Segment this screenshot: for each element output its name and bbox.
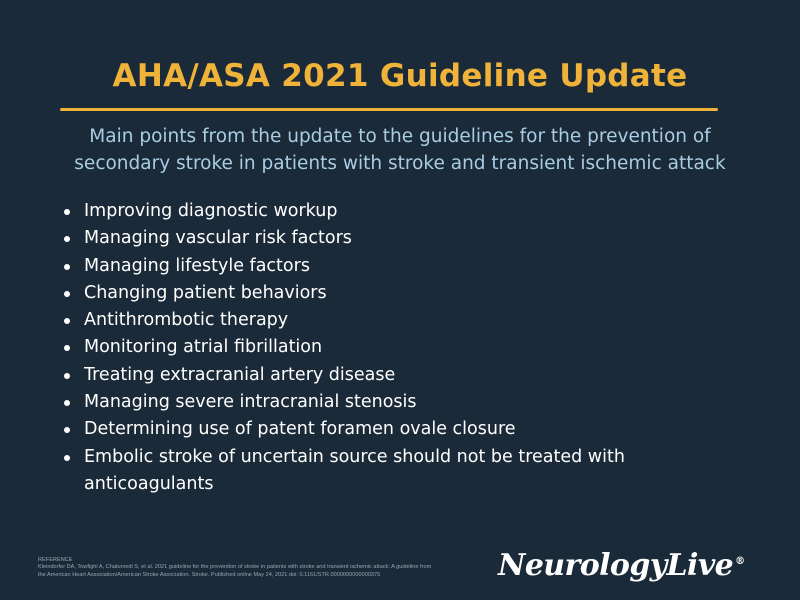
list-item-text: Managing lifestyle factors (84, 255, 310, 276)
list-item-text: Determining use of patent foramen ovale closure (84, 419, 516, 440)
list-item (62, 307, 712, 334)
subtitle-line-1: Main points from the update to the guidelines for the prevention of (89, 126, 711, 147)
list-item-text: Embolic stroke of uncertain source should not be treated with anticoagulants (84, 446, 625, 494)
list-item-text: Monitoring atrial fibrillation (84, 337, 323, 358)
bullet-list (62, 198, 712, 498)
list-item (62, 389, 712, 416)
list-item-text: Changing patient behaviors (84, 282, 327, 303)
reference-label: REFERENCE (38, 557, 73, 563)
reference-citation (38, 557, 438, 579)
bullet-icon (64, 400, 70, 406)
bullet-icon (64, 455, 70, 461)
neurologylive-logo (498, 548, 745, 583)
bullet-icon (64, 291, 70, 297)
bullet-icon (64, 209, 70, 215)
bullet-icon (64, 318, 70, 324)
list-item-text: Improving diagnostic workup (84, 201, 338, 221)
subtitle-line-2: secondary stroke in patients with stroke and transient ischemic attack (74, 153, 726, 174)
list-item (62, 225, 712, 252)
bullet-icon (64, 236, 70, 242)
reference-text: Kleindorfer DA, Towfighi A, Chaturvedi S, et al. 2021 guideline for the prevention of stroke in patients with stroke and transient ischemic attack: A guideline from the American Heart Association/American Stroke Association. Stroke. Published online May 24, 2021 doi: 0.1161/STR.0000000000000375 (38, 564, 432, 578)
bullet-icon (64, 345, 70, 351)
list-item-text: Treating extracranial artery disease (84, 364, 396, 385)
logo-wordmark: NeurologyLive (498, 548, 734, 583)
list-item-text: Antithrombotic therapy (84, 310, 289, 331)
list-item-text: Managing severe intracranial stenosis (84, 392, 417, 413)
bullet-icon (64, 427, 70, 433)
list-item (62, 334, 712, 361)
bullet-icon (64, 264, 70, 270)
slide-subtitle (40, 123, 760, 177)
list-item (62, 362, 712, 389)
list-item (62, 198, 712, 225)
list-item (62, 416, 712, 443)
title-underline (60, 108, 718, 111)
slide-title: AHA/ASA 2021 Guideline Update (112, 58, 688, 94)
list-item (62, 280, 712, 307)
list-item (62, 253, 712, 280)
bullet-icon (64, 373, 70, 379)
list-item (62, 444, 712, 499)
list-item-text: Managing vascular risk factors (84, 228, 352, 249)
registered-mark: ® (735, 556, 745, 567)
